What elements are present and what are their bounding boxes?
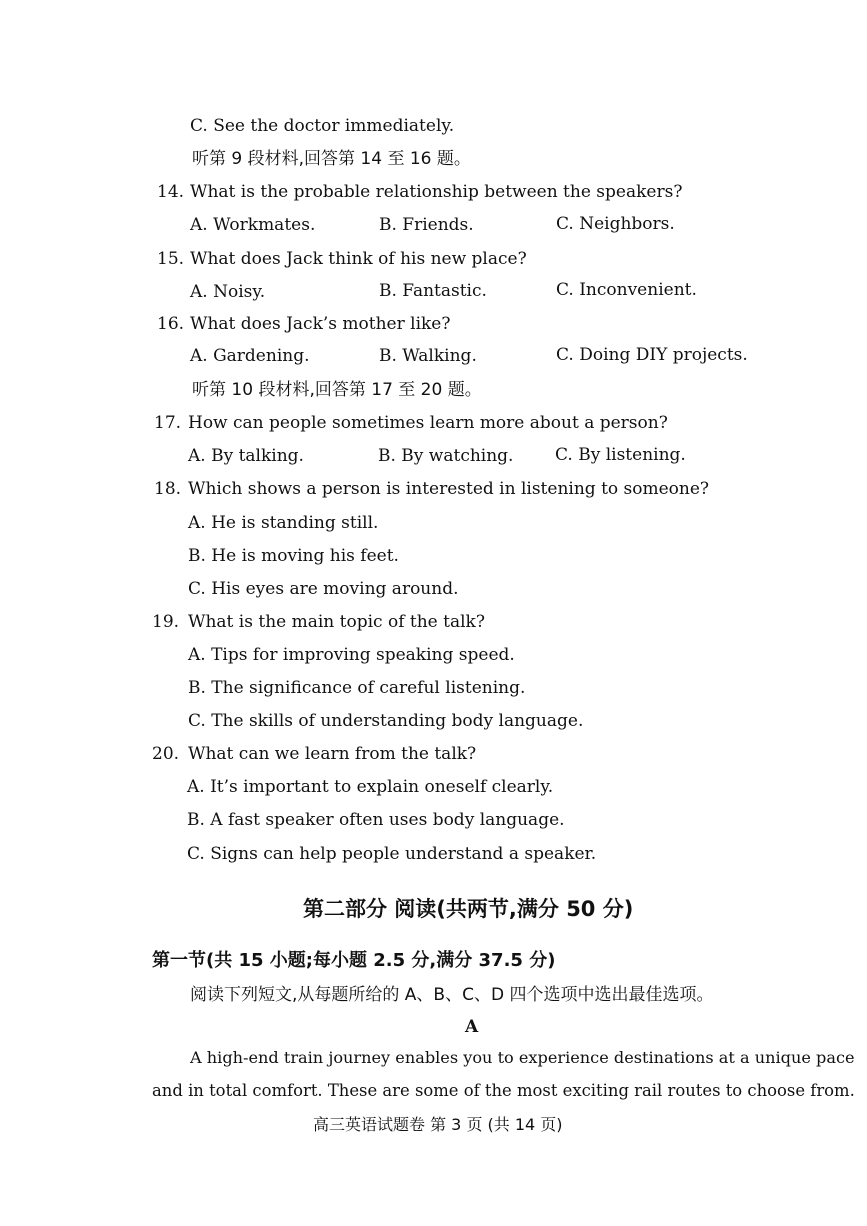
question-text: What is the main topic of the talk?: [188, 612, 485, 632]
option-a: A. He is standing still.: [188, 513, 379, 533]
question-number: 16.: [157, 314, 185, 334]
prev-option-c: C. See the doctor immediately.: [190, 116, 455, 136]
option-c: C. Doing DIY projects.: [556, 345, 748, 365]
question-number: 18.: [154, 479, 182, 499]
section-9-instruction: 听第 9 段材料,回答第 14 至 16 题。: [192, 149, 471, 169]
option-c: C. The skills of understanding body language.: [188, 711, 584, 731]
passage-label: A: [465, 1017, 479, 1037]
section-10-instruction: 听第 10 段材料,回答第 17 至 20 题。: [192, 380, 482, 400]
section-1-title: 第一节(共 15 小题;每小题 2.5 分,满分 37.5 分): [152, 950, 556, 971]
option-c: C. His eyes are moving around.: [188, 579, 459, 599]
question-number: 20.: [152, 744, 180, 764]
option-a: A. It’s important to explain oneself clearly.: [187, 777, 554, 797]
question-number: 19.: [152, 612, 180, 632]
option-c: C. Inconvenient.: [556, 280, 697, 300]
option-b: B. A fast speaker often uses body language.: [187, 810, 565, 830]
part-2-title: 第二部分 阅读(共两节,满分 50 分): [303, 897, 634, 921]
question-number: 14.: [157, 182, 185, 202]
option-a: A. By talking.: [188, 446, 304, 466]
option-b: B. Walking.: [379, 346, 477, 366]
question-number: 17.: [154, 413, 182, 433]
question-text: What can we learn from the talk?: [188, 744, 477, 764]
question-text: How can people sometimes learn more about a person?: [188, 413, 668, 433]
option-a: A. Tips for improving speaking speed.: [188, 645, 515, 665]
page-footer: 高三英语试题卷 第 3 页 (共 14 页): [313, 1115, 563, 1134]
passage-line-1: A high-end train journey enables you to experience destinations at a unique pace: [190, 1048, 855, 1067]
passage-line-2: and in total comfort. These are some of the most exciting rail routes to choose from.: [152, 1081, 855, 1100]
option-b: B. By watching.: [378, 446, 514, 466]
option-c: C. By listening.: [555, 445, 686, 465]
question-number: 15.: [157, 249, 185, 269]
option-c: C. Neighbors.: [556, 214, 675, 234]
option-c: C. Signs can help people understand a speaker.: [187, 844, 597, 864]
question-text: What is the probable relationship between the speakers?: [190, 182, 683, 202]
option-a: A. Noisy.: [190, 282, 266, 302]
option-b: B. The significance of careful listening.: [188, 678, 526, 698]
question-text: What does Jack’s mother like?: [190, 314, 451, 334]
option-b: B. He is moving his feet.: [188, 546, 399, 566]
option-a: A. Gardening.: [190, 346, 310, 366]
question-text: Which shows a person is interested in listening to someone?: [188, 479, 710, 499]
option-b: B. Fantastic.: [379, 281, 487, 301]
option-b: B. Friends.: [379, 215, 474, 235]
reading-instruction: 阅读下列短文,从每题所给的 A、B、C、D 四个选项中选出最佳选项。: [190, 985, 714, 1005]
option-a: A. Workmates.: [190, 215, 316, 235]
question-text: What does Jack think of his new place?: [190, 249, 527, 269]
